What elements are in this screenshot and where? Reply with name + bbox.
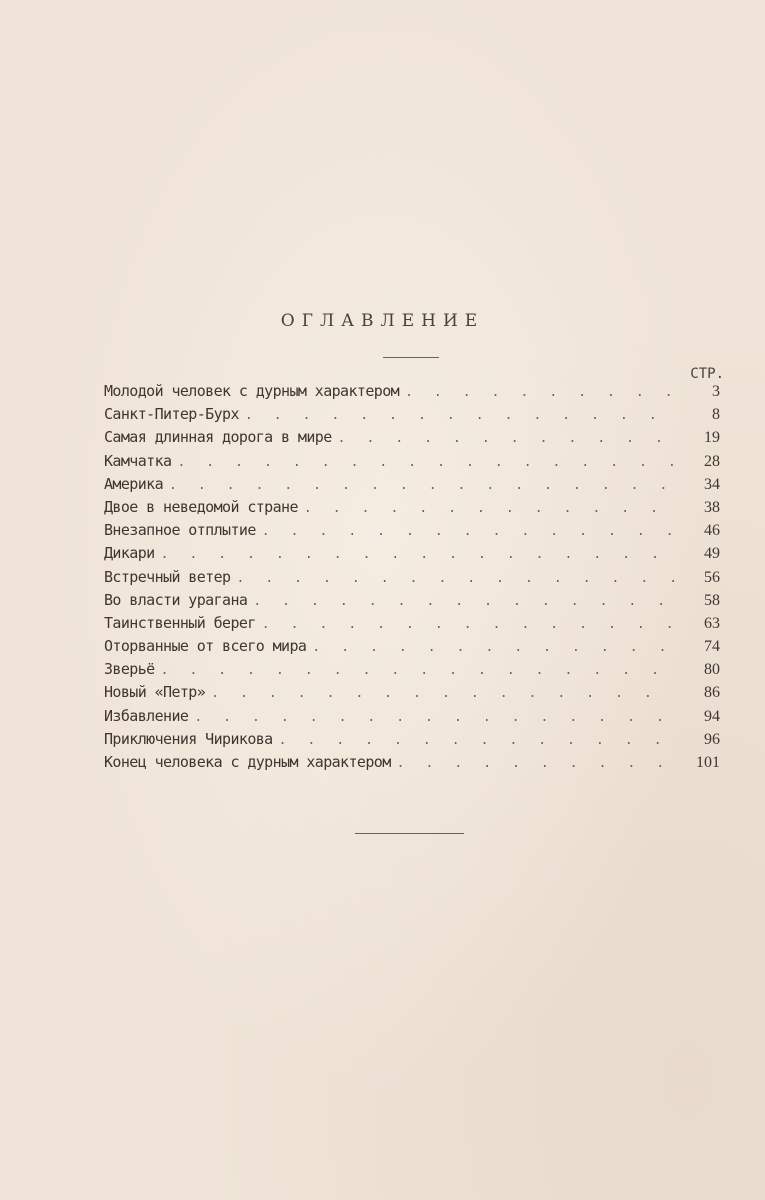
toc-entry [104, 452, 720, 475]
page-column-label: СТР. [690, 366, 724, 382]
toc-entry [104, 683, 720, 706]
toc-entry-page: 74 [704, 638, 720, 656]
dot-leader [304, 501, 674, 516]
toc-entry [104, 382, 720, 405]
toc-entry-title: Молодой человек с дурным характером [104, 382, 400, 400]
toc-entry-title: Внезапное отплытие [104, 521, 256, 540]
toc-entry-title: Встречный ветер [104, 567, 231, 586]
toc-entry-title: Камчатка [104, 451, 172, 470]
dot-leader [245, 408, 674, 423]
heading-rule [383, 357, 439, 358]
toc-entry-title: Таинственный берег [104, 613, 256, 632]
toc-entry-page: 80 [704, 661, 720, 679]
toc-entry-page: 58 [704, 591, 720, 609]
dot-leader [262, 524, 674, 539]
toc-entry-title: Избавление [104, 706, 189, 725]
toc-entry-page: 8 [712, 406, 720, 424]
toc-entry [104, 405, 720, 428]
toc-entry-page: 38 [704, 498, 720, 516]
dot-leader [236, 571, 674, 586]
dot-leader [312, 640, 674, 655]
toc-entry-title: Двое в неведомой стране [104, 497, 298, 516]
toc-entry-title: Приключения Чирикова [104, 729, 273, 748]
toc-entry-page: 94 [704, 707, 720, 725]
toc-entry-title: Новый «Петр» [104, 683, 206, 702]
dot-leader [405, 385, 674, 400]
toc-entry-page: 3 [712, 383, 720, 400]
toc-entry [104, 591, 720, 614]
toc-entry-title: Конец человека с дурным характером [104, 753, 391, 771]
dot-leader [169, 478, 674, 493]
toc-entry [104, 614, 720, 637]
toc-entry-title: Америка [104, 474, 164, 493]
dot-leader [253, 594, 674, 609]
dot-leader [161, 547, 674, 562]
toc-entry-page: 19 [704, 429, 720, 447]
toc-entry-title: Самая длинная дорога в мире [104, 428, 332, 447]
toc-entry [104, 707, 720, 730]
dot-leader [279, 733, 674, 748]
dot-leader [262, 617, 674, 632]
toc-entry-page: 86 [704, 684, 720, 702]
toc-entry [104, 521, 720, 544]
toc-entry-page: 49 [704, 545, 720, 563]
toc-entry-page: 101 [696, 754, 720, 771]
toc-entry-page: 56 [704, 568, 720, 586]
toc-entry [104, 544, 720, 567]
toc-entry-title: Санкт-Питер-Бурх [104, 405, 239, 424]
toc-entry-page: 34 [704, 475, 720, 493]
toc-entry [104, 660, 720, 683]
dot-leader [194, 710, 674, 725]
toc-entry-title: Во власти урагана [104, 590, 248, 609]
toc-entry [104, 475, 720, 498]
contents-heading: ОГЛАВЛЕНИЕ [280, 311, 485, 331]
toc-entry-title: Оторванные от всего мира [104, 637, 307, 656]
toc-entry-page: 63 [704, 614, 720, 632]
toc-entry [104, 498, 720, 521]
toc-entry [104, 428, 720, 451]
dot-leader [211, 686, 674, 701]
toc-entry-page: 28 [704, 452, 720, 470]
toc-entry-title: Зверьё [104, 660, 155, 679]
dot-leader [338, 431, 674, 446]
dot-leader [397, 756, 674, 771]
closing-rule [355, 833, 464, 834]
toc-entry-page: 96 [704, 730, 720, 748]
dot-leader [161, 663, 674, 678]
toc-entry-title: Дикари [104, 544, 155, 563]
toc-entry-page: 46 [704, 522, 720, 540]
toc-entry [104, 730, 720, 753]
table-of-contents [104, 382, 720, 776]
toc-entry [104, 568, 720, 591]
dot-leader [177, 455, 674, 470]
toc-entry [104, 753, 720, 776]
toc-entry [104, 637, 720, 660]
